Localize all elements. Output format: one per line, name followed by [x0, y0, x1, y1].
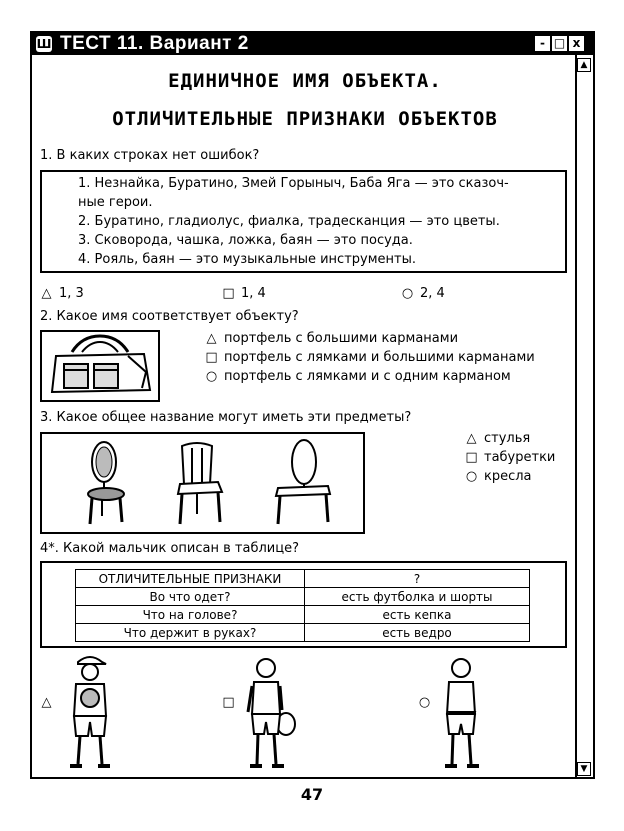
- statement-3: 3. Сковорода, чашка, ложка, баян — это посуда.: [78, 233, 413, 248]
- q1-option-circle[interactable]: [401, 286, 445, 301]
- question-1: 1. В каких строках нет ошибок?: [40, 148, 260, 163]
- statement-1-cont: ные герои.: [78, 195, 153, 210]
- q3-option-circle[interactable]: [465, 469, 532, 484]
- question-2: 2. Какое имя соответствует объекту?: [40, 309, 299, 324]
- table-header-cell: ОТЛИЧИТЕЛЬНЫЕ ПРИЗНАКИ: [76, 570, 305, 588]
- q2-option-circle[interactable]: [205, 369, 511, 384]
- chairs-image: [40, 432, 365, 534]
- table-cell: есть кепка: [305, 606, 530, 624]
- triangle-icon: △: [41, 286, 52, 301]
- square-icon: □: [205, 350, 218, 365]
- app-icon: Ш: [36, 37, 52, 51]
- page-title-line2: ОТЛИЧИТЕЛЬНЫЕ ПРИЗНАКИ ОБЪЕКТОВ: [112, 108, 498, 130]
- option-label: портфель с лямками и большими карманами: [224, 350, 535, 365]
- q2-option-triangle[interactable]: [205, 331, 458, 346]
- circle-icon: ○: [401, 286, 414, 301]
- square-icon: □: [465, 450, 478, 465]
- window-title: ТЕСТ 11. Вариант 2: [60, 33, 249, 54]
- option-label: стулья: [484, 431, 531, 446]
- option-label: 2, 4: [420, 286, 445, 301]
- triangle-icon: △: [41, 695, 52, 710]
- table-cell: Что на голове?: [76, 606, 305, 624]
- q4-option-square[interactable]: [222, 695, 241, 710]
- question-3: 3. Какое общее название могут иметь эти предметы?: [40, 410, 412, 425]
- option-label: портфель с лямками и с одним карманом: [224, 369, 511, 384]
- vertical-scrollbar[interactable]: [575, 55, 593, 777]
- table-row: [76, 624, 530, 642]
- briefcase-icon: [42, 332, 158, 400]
- statement-4: 4. Рояль, баян — это музыкальные инструменты.: [78, 252, 416, 267]
- minimize-button[interactable]: -: [535, 36, 550, 51]
- table-header-cell: ?: [305, 570, 530, 588]
- triangle-icon: △: [206, 331, 217, 346]
- q4-option-triangle[interactable]: [40, 695, 59, 710]
- circle-icon: ○: [418, 695, 431, 710]
- option-label: 1, 3: [59, 286, 84, 301]
- table-cell: есть ведро: [305, 624, 530, 642]
- scroll-up-button[interactable]: ▲: [577, 58, 591, 72]
- table-cell: есть футболка и шорты: [305, 588, 530, 606]
- table-cell: Что держит в руках?: [76, 624, 305, 642]
- q3-option-triangle[interactable]: [465, 431, 530, 446]
- square-icon: □: [222, 286, 235, 301]
- features-table: [75, 569, 530, 642]
- q1-option-triangle[interactable]: [40, 286, 84, 301]
- boy-with-cap-and-ball-image: [62, 652, 118, 774]
- question-4: 4*. Какой мальчик описан в таблице?: [40, 541, 299, 556]
- page-title-line1: ЕДИНИЧНОЕ ИМЯ ОБЪЕКТА.: [168, 70, 442, 92]
- option-label: кресла: [484, 469, 532, 484]
- table-header-row: [76, 570, 530, 588]
- briefcase-image: [40, 330, 160, 402]
- table-row: [76, 606, 530, 624]
- maximize-button[interactable]: □: [553, 36, 566, 50]
- scroll-down-button[interactable]: ▼: [577, 762, 591, 776]
- option-label: табуретки: [484, 450, 556, 465]
- boy-with-racket-image: [240, 654, 300, 774]
- chairs-icon: [42, 434, 363, 532]
- square-icon: □: [222, 695, 235, 710]
- table-row: [76, 588, 530, 606]
- table-cell: Во что одет?: [76, 588, 305, 606]
- q3-option-square[interactable]: [465, 450, 555, 465]
- close-button[interactable]: x: [569, 36, 584, 51]
- circle-icon: ○: [205, 369, 218, 384]
- option-label: 1, 4: [241, 286, 266, 301]
- q2-option-square[interactable]: [205, 350, 535, 365]
- circle-icon: ○: [465, 469, 478, 484]
- page-number: 47: [300, 785, 324, 804]
- boy-with-bucket-image: [435, 654, 489, 774]
- statement-1: 1. Незнайка, Буратино, Змей Горыныч, Баба Яга — это сказоч-: [78, 176, 509, 191]
- option-label: портфель с большими карманами: [224, 331, 459, 346]
- triangle-icon: △: [466, 431, 477, 446]
- q1-option-square[interactable]: [222, 286, 266, 301]
- statement-2: 2. Буратино, гладиолус, фиалка, традесканция — это цветы.: [78, 214, 500, 229]
